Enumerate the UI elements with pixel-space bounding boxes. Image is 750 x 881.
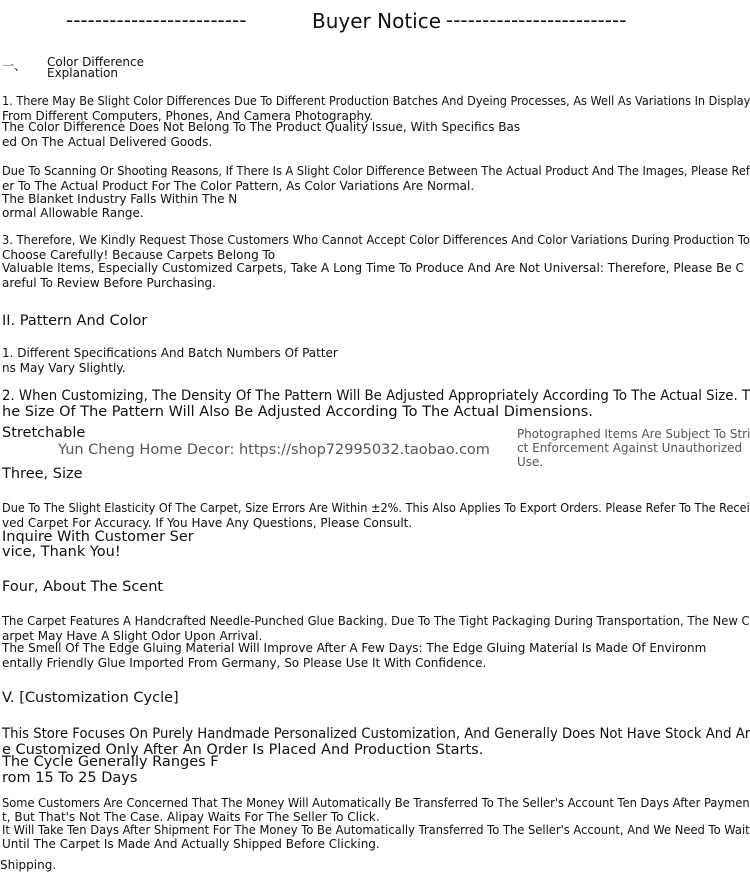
sec1-p1-line: From Different Computers, Phones, And Camera Photography.	[2, 109, 374, 123]
page-title: Buyer Notice	[312, 9, 442, 33]
sec1-p2-line: The Blanket Industry Falls Within The N	[2, 192, 238, 206]
sec5-p2-line: Shipping.	[0, 858, 57, 872]
section-1-heading-cont: Explanation	[47, 66, 118, 80]
sec4-p1-line: The Carpet Features A Handcrafted Needle-Punched Glue Backing. Due To The Tight Packaging During Transportation, The New C	[2, 614, 750, 628]
sec3-p1-line: Due To The Slight Elasticity Of The Carpet, Size Errors Are Within ±2%. This Also Applies To Export Orders. Please Refer To The Recei	[2, 501, 750, 515]
section-5-heading: V. [Customization Cycle]	[2, 690, 179, 706]
sec1-p3-line: 3. Therefore, We Kindly Request Those Customers Who Cannot Accept Color Differences And Color Variations During Production To	[2, 233, 750, 247]
sec1-p1-line: 1. There May Be Slight Color Differences Due To Different Production Batches And Dyeing Processes, As Well As Variations In Display	[2, 94, 750, 108]
sec1-p2-line: Due To Scanning Or Shooting Reasons, If There Is A Slight Color Difference Between The Actual Product And The Images, Please Ref	[2, 164, 750, 178]
sec5-p2-line: Some Customers Are Concerned That The Money Will Automatically Be Transferred To The Seller's Account Ten Days After Paymen	[2, 796, 750, 810]
title-right-dashes: -------------------------	[446, 8, 627, 32]
sec5-p2-line: t, But That's Not The Case. Alipay Waits For The Seller To Click.	[2, 810, 380, 824]
sec2-p3-line: Stretchable	[2, 425, 86, 441]
sec3-p1-line: vice, Thank You!	[2, 544, 121, 560]
sec4-p1-line: The Smell Of The Edge Gluing Material Will Improve After A Few Days: The Edge Gluing Material Is Made Of Environm	[2, 641, 707, 655]
sec1-p1-line: ed On The Actual Delivered Goods.	[2, 135, 213, 149]
sec5-p2-line: Until The Carpet Is Made And Actually Shipped Before Clicking.	[2, 837, 380, 851]
sec5-p1-line: The Cycle Generally Ranges F	[2, 754, 219, 770]
shop-watermark: Yun Cheng Home Decor: https://shop72995032.taobao.com	[58, 442, 490, 458]
section-1-marker: 一、	[2, 59, 27, 73]
sec5-p1-line: e Customized Only After An Order Is Placed And Production Starts.	[2, 742, 484, 758]
copyright-notice: Use.	[517, 455, 544, 469]
sec1-p1-line: The Color Difference Does Not Belong To The Product Quality Issue, With Specifics Bas	[2, 120, 521, 134]
sec5-p1-line: This Store Focuses On Purely Handmade Personalized Customization, And Generally Does Not Have Stock And Ar	[2, 726, 750, 742]
title-left-dashes: -------------------------	[66, 8, 247, 32]
section-3-heading: Three, Size	[2, 466, 83, 482]
sec5-p1-line: rom 15 To 25 Days	[2, 770, 138, 786]
section-4-heading: Four, About The Scent	[2, 579, 164, 595]
sec3-p1-line: Inquire With Customer Ser	[2, 529, 194, 545]
section-2-heading: II. Pattern And Color	[2, 313, 148, 329]
sec2-p1-line: 1. Different Specifications And Batch Numbers Of Patter	[2, 346, 338, 360]
sec4-p1-line: entally Friendly Glue Imported From Germany, So Please Use It With Confidence.	[2, 656, 487, 670]
copyright-notice: Photographed Items Are Subject To Stri	[517, 427, 750, 441]
sec1-p2-line: ormal Allowable Range.	[2, 206, 144, 220]
sec2-p2-line: 2. When Customizing, The Density Of The Pattern Will Be Adjusted Appropriately According To The Actual Size. T	[2, 388, 750, 404]
sec2-p2-line: he Size Of The Pattern Will Also Be Adjusted According To The Actual Dimensions.	[2, 404, 593, 420]
sec3-p1-line: ved Carpet For Accuracy. If You Have Any Questions, Please Consult.	[2, 516, 413, 530]
section-1-heading: Color Difference	[47, 55, 145, 69]
sec2-p1-line: ns May Vary Slightly.	[2, 361, 126, 375]
sec1-p3-line: Choose Carefully! Because Carpets Belong To	[2, 248, 276, 262]
sec5-p2-line: It Will Take Ten Days After Shipment For The Money To Be Automatically Transferred To The Seller's Account, And We Need To Wait	[2, 823, 750, 837]
sec1-p2-line: er To The Actual Product For The Color Pattern, As Color Variations Are Normal.	[2, 179, 475, 193]
sec1-p3-line: Valuable Items, Especially Customized Carpets, Take A Long Time To Produce And Are Not Universal: Therefore, Please Be C	[2, 261, 744, 275]
sec1-p3-line: areful To Review Before Purchasing.	[2, 276, 216, 290]
copyright-notice: ct Enforcement Against Unauthorized	[517, 441, 743, 455]
sec4-p1-line: arpet May Have A Slight Odor Upon Arrival.	[2, 629, 263, 643]
